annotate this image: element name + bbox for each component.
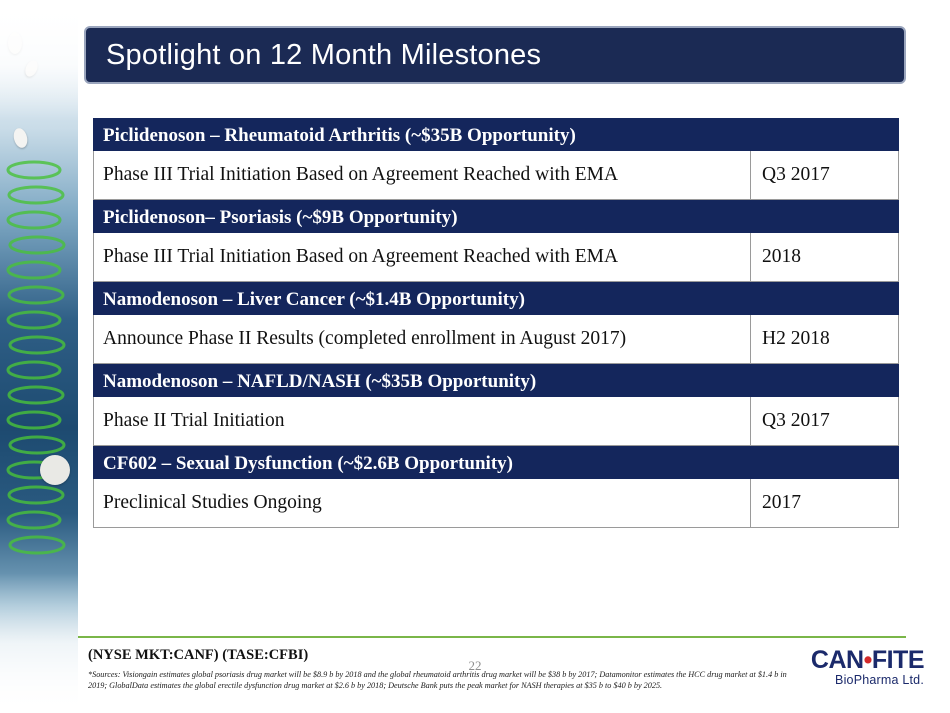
- ticker-symbols: (NYSE MKT:CANF) (TASE:CFBI): [88, 647, 309, 663]
- strip-fade-top: [0, 0, 78, 120]
- capsule-shape: [12, 127, 30, 150]
- logo-subtitle: BioPharma Ltd.: [835, 673, 924, 687]
- milestones-table: [93, 118, 899, 528]
- footer-divider: [78, 636, 906, 638]
- table-row: [93, 479, 899, 528]
- table-row: [93, 151, 899, 200]
- milestone-description: Preclinical Studies Ongoing: [94, 479, 751, 527]
- table-section-header: Namodenoson – Liver Cancer (~$1.4B Opportunity): [93, 282, 899, 315]
- milestone-description: Phase III Trial Initiation Based on Agreement Reached with EMA: [94, 233, 751, 281]
- milestone-date: 2018: [762, 246, 801, 267]
- table-row: [93, 233, 899, 282]
- capsule-shape: [40, 455, 70, 485]
- milestone-date: Q3 2017: [762, 164, 830, 185]
- table-section-header: CF602 – Sexual Dysfunction (~$2.6B Opportunity): [93, 446, 899, 479]
- green-helix-graphic: [4, 150, 74, 580]
- table-section-header: Namodenoson – NAFLD/NASH (~$35B Opportunity): [93, 364, 899, 397]
- milestone-description: Announce Phase II Results (completed enrollment in August 2017): [94, 315, 751, 363]
- milestone-date: Q3 2017: [762, 410, 830, 431]
- table-section-header: Piclidenoson– Psoriasis (~$9B Opportunity): [93, 200, 899, 233]
- milestone-date: 2017: [762, 492, 801, 513]
- logo-dot-icon: •: [863, 646, 872, 674]
- table-row: [93, 315, 899, 364]
- decorative-side-strip: [0, 0, 78, 713]
- page-title: Spotlight on 12 Month Milestones: [106, 38, 542, 71]
- milestone-date: H2 2018: [762, 328, 830, 349]
- table-section-header: Piclidenoson – Rheumatoid Arthritis (~$35B Opportunity): [93, 118, 899, 151]
- page-number: 22: [468, 658, 482, 673]
- logo-wordmark: [811, 648, 924, 673]
- milestone-description: Phase II Trial Initiation: [94, 397, 751, 445]
- sources-footnote: *Sources: Visiongain estimates global psoriasis drug market will be $8.9 b by 2018 and the global rheumatoid arthritis drug market will be $38 b by 2017; Datamonitor estimates the HCC drug market at $1.4 b in 2019; GlobalData estimates the global erectile dysfunction drug market at $2.6 b by 2018; Deutsche Bank puts the peak market for NASH therapies at $35 b to $40 b by 2025.: [88, 670, 787, 690]
- strip-fade-bottom: [0, 573, 78, 713]
- logo-text-left: CAN: [810, 646, 864, 674]
- table-row: [93, 397, 899, 446]
- company-logo: [811, 648, 924, 687]
- logo-text-right: FITE: [871, 646, 924, 674]
- milestone-description: Phase III Trial Initiation Based on Agreement Reached with EMA: [94, 151, 751, 199]
- slide-title-bar: [84, 26, 906, 84]
